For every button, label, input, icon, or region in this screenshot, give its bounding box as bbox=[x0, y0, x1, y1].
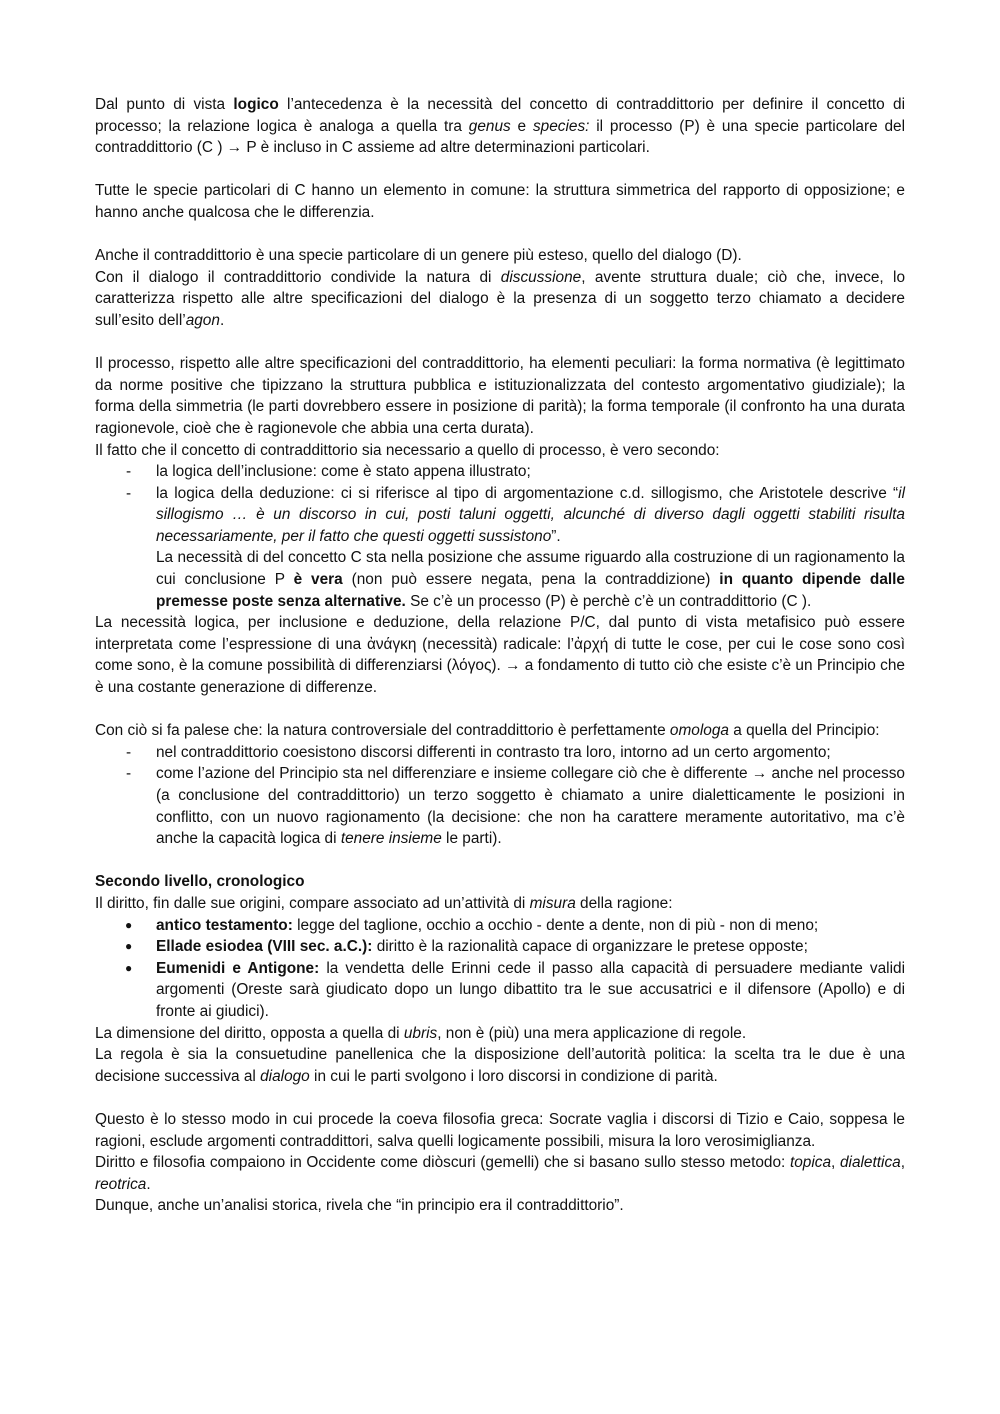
section-heading bbox=[95, 871, 905, 893]
paragraph-dialogue-discussion bbox=[95, 267, 905, 332]
italic-term-misura: misura bbox=[529, 894, 576, 912]
text-run: Con ciò si fa palese che: la natura controversiale del contraddittorio è perfettamente bbox=[95, 722, 670, 740]
italic-term-reotrica: reotrica bbox=[95, 1175, 147, 1193]
paragraph-controversial-nature bbox=[95, 720, 905, 742]
text-run: Con il dialogo il contraddittorio condivide la natura di bbox=[95, 268, 501, 286]
list-item-coexisting-discourses: - nel contraddittorio coesistono discorsi differenti in contrasto tra loro, intorno ad un certo argomento; bbox=[95, 742, 905, 764]
text-run: La dimensione del diritto, opposta a quella di bbox=[95, 1024, 404, 1042]
paragraph-gap bbox=[95, 1087, 905, 1109]
text-run: a quella del Principio: bbox=[728, 722, 880, 740]
bullet-list-origins bbox=[95, 915, 905, 1023]
italic-term-tenere-insieme: tenere insieme bbox=[340, 830, 442, 848]
text-run: il processo (P) è una specie particolare del contraddittorio (C ) → P è incluso in C assieme ad altre determinazioni particolari. bbox=[95, 117, 905, 157]
bold-phrase: in quanto dipende dalle premesse poste senza alternative. bbox=[156, 571, 905, 610]
paragraph-dioscuri bbox=[95, 1152, 905, 1195]
paragraph-logical-antecedence bbox=[95, 94, 905, 159]
paragraph-dialogue-genus: Anche il contraddittorio è una specie particolare di un genere più esteso, quello del dialogo (D). bbox=[95, 247, 742, 265]
paragraph-metaphysical-necessity: La necessità logica, per inclusione e deduzione, della relazione P/C, dal punto di vista metafisico può essere interpretata come l’espressione di una ἀνάγκη (necessità) radicale: l’ἀρχή di tutte le cose, per cui le cose sono così come sono, è la comune possibilità di differenziarsi (λόγος). → a fondamento di tutto ciò che esiste c’è un Principio che è una costante generazione di differenze. bbox=[95, 614, 905, 697]
italic-term-ubris: ubris bbox=[403, 1024, 438, 1042]
list-item-hesiodic-hellas bbox=[95, 936, 905, 958]
paragraph-gap bbox=[95, 850, 905, 872]
bold-phrase: è vera bbox=[293, 571, 343, 589]
italic-term-genus: genus bbox=[468, 117, 511, 135]
text-run: in cui le parti svolgono i loro discorsi in condizione di parità. bbox=[309, 1067, 718, 1085]
list-item-old-testament bbox=[95, 915, 905, 937]
text-run: la logica della deduzione: ci si riferisce al tipo di argomentazione c.d. sillogismo, che Aristotele descrive “ bbox=[156, 484, 899, 502]
deduction-explanation bbox=[156, 547, 905, 612]
bold-label: Ellade esiodea (VIII sec. a.C.): bbox=[156, 938, 373, 956]
text-run: , avente struttura duale; ciò che, invece, lo caratterizza rispetto alle altre specificazioni del dialogo è la presenza di un soggetto terzo chiamato a decidere sull’esito dell’ bbox=[95, 268, 906, 329]
bold-label: antico testamento: bbox=[156, 916, 293, 934]
bold-term-logico: logico bbox=[233, 96, 279, 113]
paragraph-law-measure bbox=[95, 893, 905, 915]
text-run: Diritto e filosofia compaiono in Occidente come diòscuri (gemelli) che si basano sullo stesso metodo: bbox=[95, 1154, 790, 1172]
italic-term-agon: agon bbox=[185, 311, 220, 329]
list-item-inclusion: - la logica dell’inclusione: come è stato appena illustrato; bbox=[95, 461, 905, 483]
text-run: . bbox=[219, 311, 225, 329]
paragraph-gap bbox=[95, 699, 905, 721]
list-item-deduction bbox=[95, 483, 905, 613]
text-run: le parti). bbox=[441, 830, 502, 848]
list-item-principle-action bbox=[95, 763, 905, 849]
italic-term-omologa: omologa bbox=[669, 722, 729, 740]
text-run: legge del taglione, occhio a occhio - dente a dente, non di più - non di meno; bbox=[292, 916, 819, 934]
text-run: l’antecedenza è la necessità del concetto di contraddittorio per definire il concetto di processo; la relazione logica è analoga a quella tra bbox=[95, 96, 906, 135]
dash-list-logic bbox=[95, 461, 905, 612]
text-run: la vendetta delle Erinni cede il passo alla capacità di persuadere mediante validi argomenti (Oreste sarà giudicato dopo un lungo dibattito tra le sue accusatrici e il difensore (Apollo) e di fronte ai giudici). bbox=[156, 959, 905, 1020]
paragraph-greek-philosophy: Questo è lo stesso modo in cui procede la coeva filosofia greca: Socrate vaglia i discorsi di Tizio e Caio, soppesa le ragioni, esclude argomenti contraddittori, salva quelli logicamente possibili, misura la loro verosimiglianza. bbox=[95, 1110, 905, 1150]
document-page bbox=[95, 94, 905, 1217]
paragraph-gap bbox=[95, 332, 905, 354]
italic-term-dialogo: dialogo bbox=[260, 1067, 310, 1085]
paragraph-gap bbox=[95, 224, 905, 246]
italic-term-discussione: discussione bbox=[500, 268, 582, 286]
paragraph-ubris bbox=[95, 1023, 905, 1045]
text-run: Dal punto di vista bbox=[95, 96, 234, 113]
paragraph-rule bbox=[95, 1044, 905, 1087]
text-run: . bbox=[146, 1175, 151, 1193]
heading-text: Secondo livello, cronologico bbox=[95, 873, 305, 891]
paragraph-process-peculiarities: Il processo, rispetto alle altre specificazioni del contraddittorio, ha elementi peculiari: la forma normativa (è legittimato da norme positive che tipizzano la struttura pubblica e istituzionalizzata del contesto argomentativo giudiziale); la forma della simmetria (le parti dovrebbero essere in posizione di parità); la forma temporale (il confronto ha una durata ragionevole, cioè che è ragionevole che abbia una certa durata). bbox=[95, 355, 905, 437]
bold-label: Eumenidi e Antigone: bbox=[156, 959, 320, 977]
text-run: e bbox=[510, 117, 533, 135]
text-run: , bbox=[831, 1154, 840, 1172]
italic-term-topica: topica bbox=[789, 1154, 832, 1172]
text-run: Il diritto, fin dalle sue origini, compare associato ad un’attività di bbox=[95, 894, 530, 912]
paragraph-necessity-intro: Il fatto che il concetto di contraddittorio sia necessario a quello di processo, è vero secondo: bbox=[95, 441, 720, 459]
italic-term-dialettica: dialettica bbox=[839, 1154, 901, 1172]
italic-term-species: species: bbox=[532, 117, 590, 135]
text-run: La necessità di del concetto C sta nella posizione che assume riguardo alla costruzione di un ragionamento la cui conclusione P bbox=[156, 549, 905, 589]
text-run: (non può essere negata, pena la contraddizione) bbox=[342, 571, 720, 589]
list-item-eumenides-antigone bbox=[95, 958, 905, 1023]
text-run: diritto è la razionalità capace di organizzare le pretese opposte; bbox=[372, 938, 808, 956]
text-run: La regola è sia la consuetudine panellenica che la disposizione dell’autorità politica: la scelta tra le due è una decisione successiva al bbox=[95, 1046, 905, 1085]
dash-list-principle bbox=[95, 742, 905, 850]
text-run: , non è (più) una mera applicazione di regole. bbox=[437, 1024, 747, 1042]
text-run: della ragione: bbox=[575, 894, 673, 912]
text-run: , bbox=[900, 1154, 905, 1172]
paragraph-conclusion: Dunque, anche un’analisi storica, rivela che “in principio era il contraddittorio”. bbox=[95, 1197, 624, 1215]
text-run: ”. bbox=[551, 527, 561, 545]
text-run: Se c’è un processo (P) è perchè c’è un contraddittorio (C ). bbox=[405, 592, 812, 610]
text-run: come l’azione del Principio sta nel differenziare e insieme collegare ciò che è differente → anche nel processo (a conclusione del contraddittorio) un terzo soggetto è chiamato a unire dialetticamente le posizioni in conflitto, con un nuovo ragionamento (la decisione: che non ha carattere meramente autoritativo, ma c’è anche la capacità logica di bbox=[156, 765, 905, 848]
paragraph-gap bbox=[95, 159, 905, 181]
paragraph-common-element: Tutte le specie particolari di C hanno un elemento in comune: la struttura simmetrica del rapporto di opposizione; e hanno anche qualcosa che le differenzia. bbox=[95, 182, 905, 221]
italic-quote-aristotle: il sillogismo … è un discorso in cui, posti taluni oggetti, alcunché di diverso dagli oggetti stabiliti risulta necessariamente, per il fatto che questi oggetti sussistono bbox=[156, 484, 905, 545]
